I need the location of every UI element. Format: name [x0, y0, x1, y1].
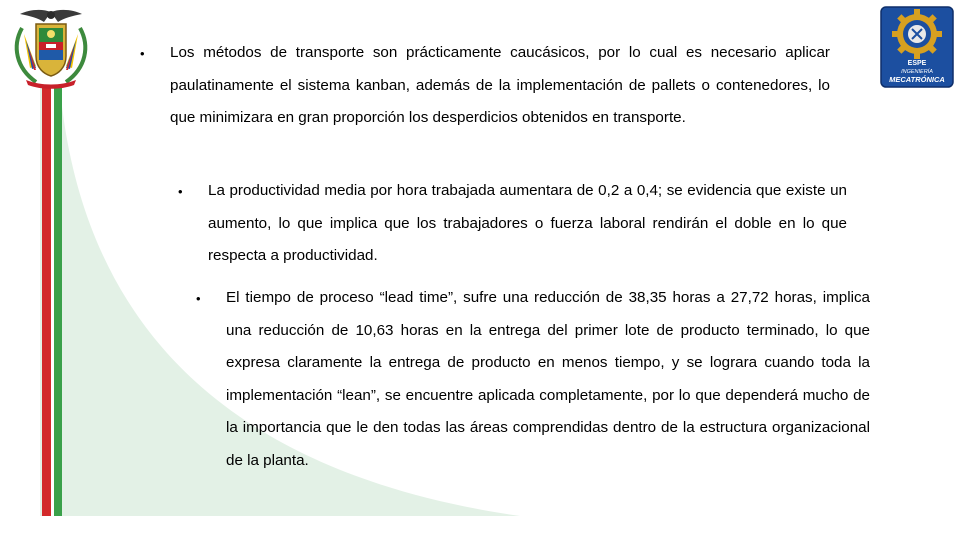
- bullet-icon: •: [196, 291, 201, 306]
- logo-ingenieria-text: INGENIERÍA: [901, 69, 933, 75]
- green-stripe: [54, 88, 62, 516]
- bullet-item-transport: [140, 37, 830, 135]
- bullet-item-productivity: [178, 175, 847, 273]
- red-stripe: [42, 88, 51, 516]
- bullet-icon: •: [178, 184, 183, 199]
- bullet-text-transport: Los métodos de transporte son prácticamente caucásicos, por lo cual es necesario aplicar paulatinamente el sistema kanban, además de la implementación de pallets o contenedores, lo que minimizara en gran proporción los desperdicios obtenidos en transporte.: [170, 44, 830, 127]
- logo-mecatronica-text: MECATRÓNICA: [889, 75, 945, 84]
- white-stripe: [51, 88, 54, 516]
- bullet-text-lead-time: El tiempo de proceso “lead time”, sufre una reducción de 38,35 horas a 27,72 horas, implica una reducción de 10,63 horas en la entrega del primer lote de producto terminado, lo que expresa claramente la entrega de producto en menos tiempo, y se lograra cuando toda la implementación “lean”, se encuentre aplicada completamente, por lo que dependerá mucho de la importancia que le den todas las áreas comprendidas dentro de la estructura organizacional de la planta.: [226, 289, 870, 469]
- espe-mecatronica-logo: [880, 6, 954, 88]
- university-crest-logo: [6, 6, 96, 90]
- logo-espe-text: ESPE: [907, 60, 927, 67]
- bullet-item-lead-time: [196, 282, 870, 478]
- bullet-text-productivity: La productividad media por hora trabajada aumentara de 0,2 a 0,4; se evidencia que existe un aumento, lo que implica que los trabajadores o fuerza laboral rendirán el doble en lo que respecta a productividad.: [208, 182, 847, 265]
- bullet-icon: •: [140, 46, 145, 61]
